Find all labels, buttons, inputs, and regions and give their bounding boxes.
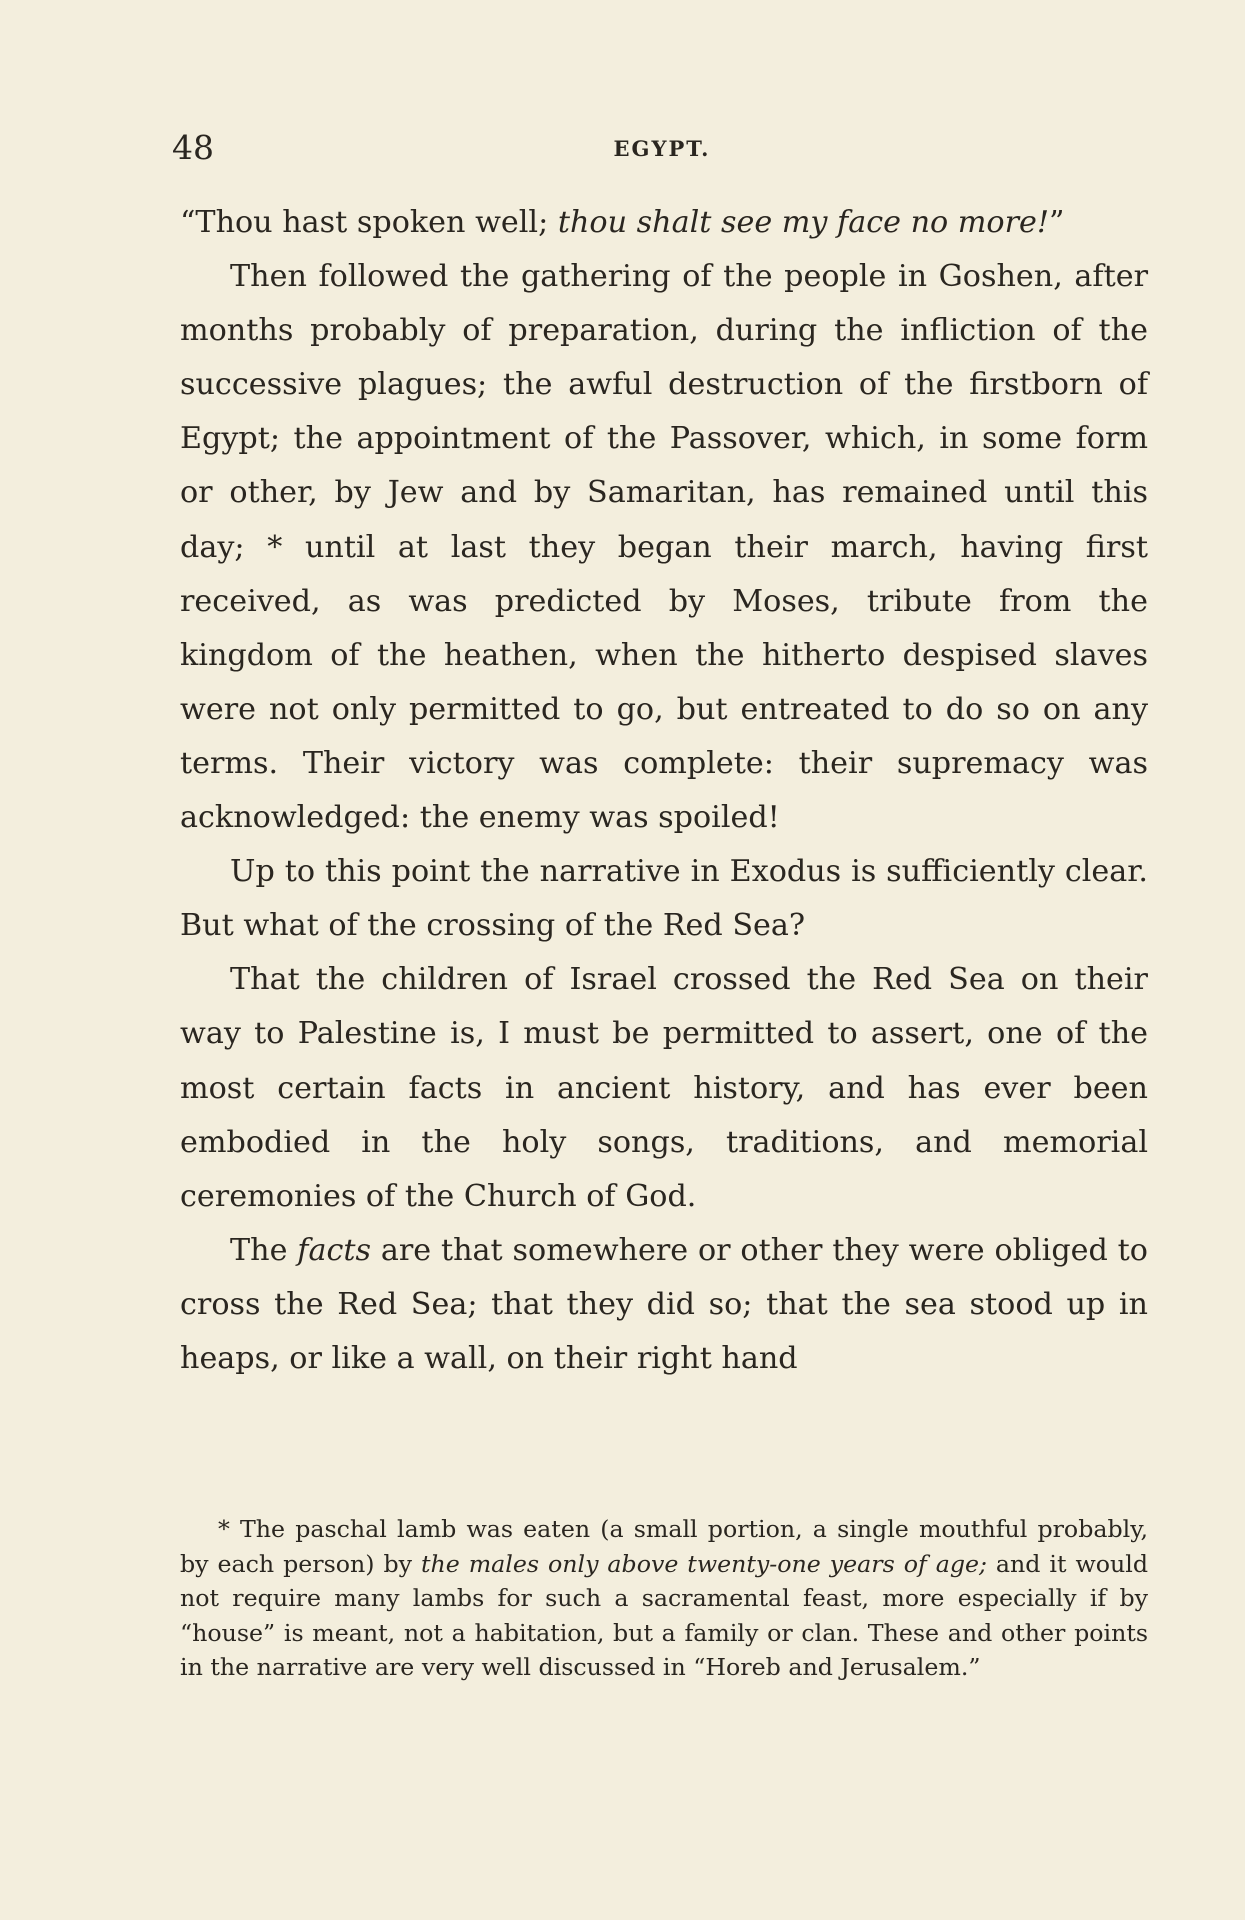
page-number: 48 bbox=[172, 128, 214, 167]
footnote bbox=[180, 1512, 1148, 1685]
paragraph-1 bbox=[180, 196, 1148, 250]
footnote-start: * The paschal lamb was eaten (a small portion, a single mouthful probably, by each person) by bbox=[180, 1515, 1148, 1578]
paragraph-3: Up to this point the narrative in Exodus is sufficiently clear. But what of the crossing of the Red Sea? bbox=[180, 854, 1148, 944]
paragraph-2: Then followed the gathering of the people in Goshen, after months probably of preparation, during the infliction of the successive plagues; the awful destruction of the firstborn of Egypt; the appointment of the Passover, which, in some form or other, by Jew and by Samaritan, has remained until this day; * until at last they began their march, having first received, as was predicted by Moses, tribute from the kingdom of the heathen, when the hitherto despised slaves were not only permitted to go, but entreated to do so on any terms. Their victory was complete: their supremacy was acknowledged: the enemy was spoiled! bbox=[180, 259, 1148, 836]
footnote-italic: the males only above twenty-one years of age; bbox=[420, 1549, 987, 1578]
paragraph-1-italic: thou shalt see my face no more! bbox=[557, 205, 1050, 240]
paragraph-5-italic: facts bbox=[297, 1232, 371, 1268]
paragraph-4: That the children of Israel crossed the Red Sea on their way to Palestine is, I must be permitted to assert, one of the most certain facts in ancient history, and has ever been embodied in the holy songs, traditions, and memorial ceremonies of the Church of God. bbox=[180, 962, 1148, 1214]
page-header bbox=[172, 128, 1152, 172]
paragraph-5 bbox=[180, 1224, 1148, 1386]
paragraph-1-roman: “Thou hast spoken well; bbox=[180, 205, 558, 240]
footnote-rest: and it would not require many lambs for such a sacramental feast, more especially if by “house” is meant, not a habitation, but a family or clan. These and other points in the narrative are very well discussed in “Horeb and Jerusalem.” bbox=[180, 1549, 1148, 1681]
paragraph-5-start: The bbox=[230, 1232, 298, 1268]
running-title: EGYPT. bbox=[613, 136, 711, 161]
paragraph-5-rest: are that somewhere or other they were obliged to cross the Red Sea; that they did so; that the sea stood up in heaps, or like a wall, on their right hand bbox=[180, 1232, 1148, 1376]
body-text bbox=[180, 196, 1148, 1386]
paragraph-1-closing-quote: ” bbox=[1049, 205, 1065, 240]
